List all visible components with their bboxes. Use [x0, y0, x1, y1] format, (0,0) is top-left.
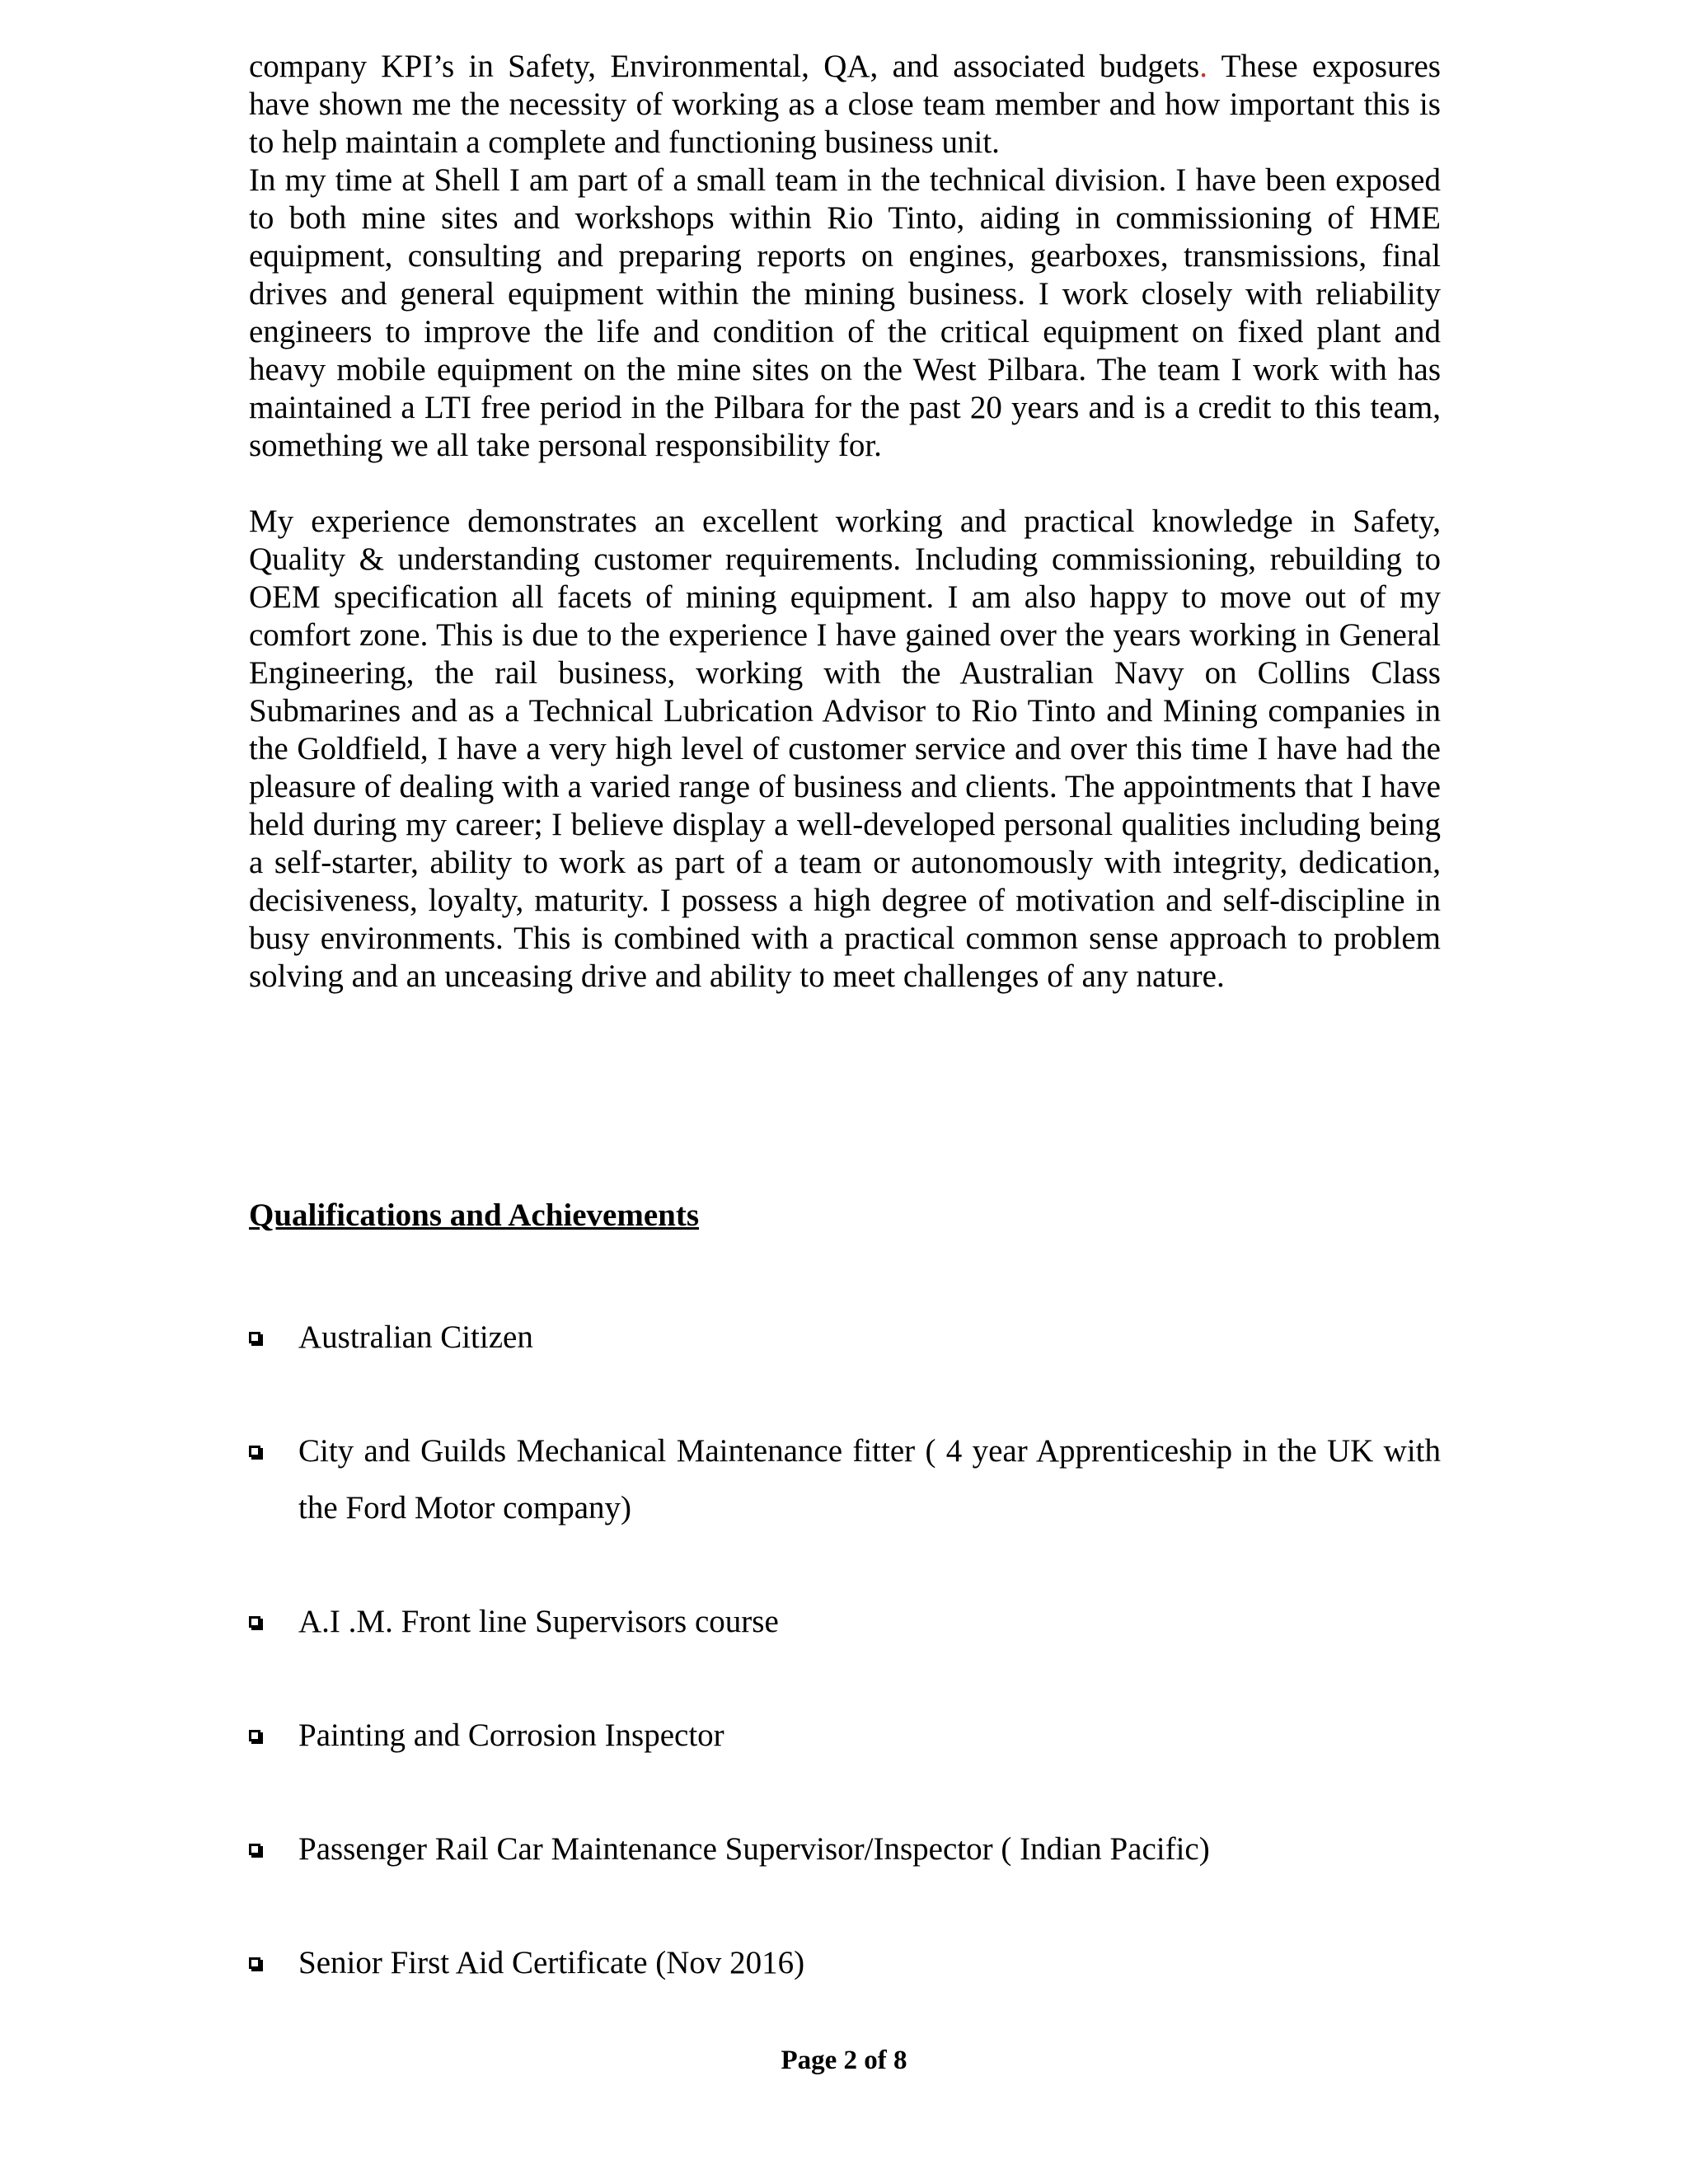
red-period-mark: . [1199, 49, 1207, 84]
list-item [249, 1821, 1441, 1877]
page-number: Page 2 of 8 [781, 2046, 907, 2075]
section-heading-qualifications: Qualifications and Achievements [249, 1197, 700, 1233]
list-item-text: City and Guilds Mechanical Maintenance fitter ( 4 year Apprenticeship in the UK with the Ford Motor company) [298, 1433, 1441, 1526]
checkbox-square-icon [249, 1616, 260, 1628]
body-text [249, 48, 1441, 996]
checkbox-square-icon [249, 1730, 260, 1741]
checkbox-square-icon [249, 1844, 260, 1855]
paragraph-summary: My experience demonstrates an excellent working and practical knowledge in Safety, Quality & understanding customer requirements. Including commissioning, rebuilding to OEM specification all facets of mining equipment. I am also happy to move out of my comfort zone. This is due to the experience I have gained over the years working in General Engineering, the rail business, working with the Australian Navy on Collins Class Submarines and as a Technical Lubrication Advisor to Rio Tinto and Mining companies in the Goldfield, I have a very high level of customer service and over this time I have had the pleasure of dealing with a varied range of business and clients. The appointments that I have held during my career; I believe display a well-developed personal qualities including being a self-starter, ability to work as part of a team or autonomously with integrity, dedication, decisiveness, loyalty, maturity. I possess a high degree of motivation and self-discipline in busy environments. This is combined with a practical common sense approach to problem solving and an unceasing drive and ability to meet challenges of any nature. [249, 504, 1441, 994]
paragraph-spacer [249, 465, 1441, 503]
list-item-text: Australian Citizen [298, 1319, 533, 1355]
list-item [249, 1934, 1441, 1991]
list-item [249, 1422, 1441, 1536]
checkbox-square-icon [249, 1332, 260, 1343]
paragraph-team-experience [249, 48, 1441, 162]
list-item-text: A.I .M. Front line Supervisors course [298, 1604, 779, 1639]
list-item-text: Senior First Aid Certificate (Nov 2016) [298, 1945, 805, 1980]
list-item [249, 1309, 1441, 1366]
list-item-text: Painting and Corrosion Inspector [298, 1718, 724, 1753]
list-item [249, 1707, 1441, 1764]
paragraph-shell-experience: In my time at Shell I am part of a small team in the technical division. I have been exposed to both mine sites and workshops within Rio Tinto, aiding in commissioning of HME equipment, consulting and preparing reports on engines, gearboxes, transmissions, final drives and general equipment within the mining business. I work closely with reliability engineers to improve the life and condition of the critical equipment on fixed plant and heavy mobile equipment on the mine sites on the West Pilbara. The team I work with has maintained a LTI free period in the Pilbara for the past 20 years and is a credit to this team, something we all take personal responsibility for. [249, 162, 1441, 463]
list-item-text: Passenger Rail Car Maintenance Supervisor/Inspector ( Indian Pacific) [298, 1831, 1210, 1867]
paragraph-text: company KPI’s in Safety, Environmental, QA, and associated budgets [249, 49, 1200, 84]
checkbox-square-icon [249, 1446, 260, 1457]
checkbox-square-icon [249, 1957, 260, 1969]
list-item [249, 1593, 1441, 1650]
paragraph-text: These exposures have shown me the necessity of working as a close team member and how important this is to help maintain a complete and functioning business unit. [249, 49, 1441, 160]
